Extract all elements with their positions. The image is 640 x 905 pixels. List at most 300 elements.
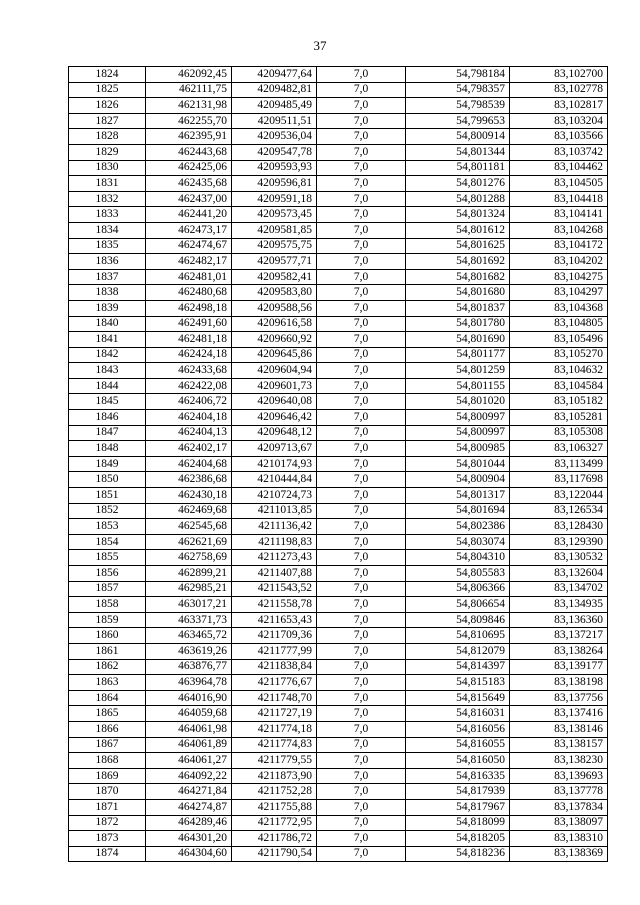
height-cell: 7,0: [317, 441, 406, 457]
table-row: [69, 503, 608, 519]
x-coordinate-cell: 464301,20: [146, 831, 232, 847]
height-cell: 7,0: [317, 207, 406, 223]
latitude-cell: 54,801317: [406, 488, 510, 504]
y-coordinate-cell: 4211748,70: [232, 690, 317, 706]
latitude-cell: 54,798184: [406, 67, 510, 83]
y-coordinate-cell: 4209648,12: [232, 425, 317, 441]
longitude-cell: 83,104805: [510, 316, 608, 332]
point-number-cell: 1835: [69, 238, 146, 254]
point-number-cell: 1849: [69, 456, 146, 472]
latitude-cell: 54,804310: [406, 550, 510, 566]
height-cell: 7,0: [317, 300, 406, 316]
table-row: [69, 488, 608, 504]
point-number-cell: 1836: [69, 254, 146, 270]
height-cell: 7,0: [317, 737, 406, 753]
x-coordinate-cell: 464289,46: [146, 815, 232, 831]
point-number-cell: 1872: [69, 815, 146, 831]
latitude-cell: 54,816050: [406, 753, 510, 769]
table-row: [69, 815, 608, 831]
height-cell: 7,0: [317, 503, 406, 519]
latitude-cell: 54,799653: [406, 113, 510, 129]
point-number-cell: 1861: [69, 643, 146, 659]
latitude-cell: 54,798539: [406, 98, 510, 114]
y-coordinate-cell: 4209588,56: [232, 300, 317, 316]
height-cell: 7,0: [317, 82, 406, 98]
table-row: [69, 597, 608, 613]
latitude-cell: 54,817967: [406, 799, 510, 815]
point-number-cell: 1854: [69, 534, 146, 550]
height-cell: 7,0: [317, 113, 406, 129]
latitude-cell: 54,801682: [406, 269, 510, 285]
y-coordinate-cell: 4211873,90: [232, 768, 317, 784]
table-row: [69, 67, 608, 83]
y-coordinate-cell: 4211752,28: [232, 784, 317, 800]
point-number-cell: 1870: [69, 784, 146, 800]
point-number-cell: 1850: [69, 472, 146, 488]
longitude-cell: 83,104268: [510, 222, 608, 238]
table-row: [69, 285, 608, 301]
y-coordinate-cell: 4209583,80: [232, 285, 317, 301]
height-cell: 7,0: [317, 659, 406, 675]
height-cell: 7,0: [317, 347, 406, 363]
height-cell: 7,0: [317, 160, 406, 176]
x-coordinate-cell: 462402,17: [146, 441, 232, 457]
x-coordinate-cell: 462899,21: [146, 566, 232, 582]
point-number-cell: 1857: [69, 581, 146, 597]
table-row: [69, 410, 608, 426]
point-number-cell: 1824: [69, 67, 146, 83]
point-number-cell: 1863: [69, 675, 146, 691]
latitude-cell: 54,801259: [406, 363, 510, 379]
point-number-cell: 1869: [69, 768, 146, 784]
height-cell: 7,0: [317, 721, 406, 737]
y-coordinate-cell: 4209547,78: [232, 144, 317, 160]
longitude-cell: 83,104584: [510, 378, 608, 394]
x-coordinate-cell: 462758,69: [146, 550, 232, 566]
height-cell: 7,0: [317, 597, 406, 613]
latitude-cell: 54,800985: [406, 441, 510, 457]
longitude-cell: 83,136360: [510, 612, 608, 628]
point-number-cell: 1826: [69, 98, 146, 114]
x-coordinate-cell: 462437,00: [146, 191, 232, 207]
table-row: [69, 82, 608, 98]
x-coordinate-cell: 463876,77: [146, 659, 232, 675]
point-number-cell: 1864: [69, 690, 146, 706]
table-row: [69, 98, 608, 114]
longitude-cell: 83,139693: [510, 768, 608, 784]
y-coordinate-cell: 4211838,84: [232, 659, 317, 675]
y-coordinate-cell: 4209581,85: [232, 222, 317, 238]
point-number-cell: 1831: [69, 176, 146, 192]
table-row: [69, 222, 608, 238]
longitude-cell: 83,102700: [510, 67, 608, 83]
height-cell: 7,0: [317, 581, 406, 597]
height-cell: 7,0: [317, 643, 406, 659]
x-coordinate-cell: 462404,68: [146, 456, 232, 472]
x-coordinate-cell: 462424,18: [146, 347, 232, 363]
table-row: [69, 550, 608, 566]
longitude-cell: 83,138146: [510, 721, 608, 737]
y-coordinate-cell: 4209536,04: [232, 129, 317, 145]
x-coordinate-cell: 462481,01: [146, 269, 232, 285]
latitude-cell: 54,816335: [406, 768, 510, 784]
latitude-cell: 54,800997: [406, 425, 510, 441]
height-cell: 7,0: [317, 799, 406, 815]
latitude-cell: 54,801044: [406, 456, 510, 472]
table-row: [69, 784, 608, 800]
longitude-cell: 83,113499: [510, 456, 608, 472]
y-coordinate-cell: 4211273,43: [232, 550, 317, 566]
height-cell: 7,0: [317, 332, 406, 348]
height-cell: 7,0: [317, 675, 406, 691]
point-number-cell: 1853: [69, 519, 146, 535]
y-coordinate-cell: 4209593,93: [232, 160, 317, 176]
height-cell: 7,0: [317, 628, 406, 644]
x-coordinate-cell: 462111,75: [146, 82, 232, 98]
height-cell: 7,0: [317, 425, 406, 441]
longitude-cell: 83,104462: [510, 160, 608, 176]
latitude-cell: 54,801837: [406, 300, 510, 316]
longitude-cell: 83,134935: [510, 597, 608, 613]
x-coordinate-cell: 464271,84: [146, 784, 232, 800]
point-number-cell: 1844: [69, 378, 146, 394]
longitude-cell: 83,104172: [510, 238, 608, 254]
height-cell: 7,0: [317, 129, 406, 145]
table-row: [69, 238, 608, 254]
longitude-cell: 83,104275: [510, 269, 608, 285]
longitude-cell: 83,117698: [510, 472, 608, 488]
point-number-cell: 1851: [69, 488, 146, 504]
y-coordinate-cell: 4210174,93: [232, 456, 317, 472]
y-coordinate-cell: 4210724,73: [232, 488, 317, 504]
height-cell: 7,0: [317, 191, 406, 207]
latitude-cell: 54,802386: [406, 519, 510, 535]
longitude-cell: 83,132604: [510, 566, 608, 582]
x-coordinate-cell: 464304,60: [146, 846, 232, 862]
table-row: [69, 254, 608, 270]
latitude-cell: 54,803074: [406, 534, 510, 550]
x-coordinate-cell: 462406,72: [146, 394, 232, 410]
latitude-cell: 54,798357: [406, 82, 510, 98]
longitude-cell: 83,104297: [510, 285, 608, 301]
x-coordinate-cell: 462474,67: [146, 238, 232, 254]
longitude-cell: 83,138097: [510, 815, 608, 831]
height-cell: 7,0: [317, 768, 406, 784]
table-row: [69, 581, 608, 597]
y-coordinate-cell: 4209511,51: [232, 113, 317, 129]
latitude-cell: 54,801612: [406, 222, 510, 238]
latitude-cell: 54,815183: [406, 675, 510, 691]
table-row: [69, 176, 608, 192]
y-coordinate-cell: 4211653,43: [232, 612, 317, 628]
table-row: [69, 441, 608, 457]
y-coordinate-cell: 4211774,18: [232, 721, 317, 737]
table-row: [69, 129, 608, 145]
y-coordinate-cell: 4211543,52: [232, 581, 317, 597]
point-number-cell: 1871: [69, 799, 146, 815]
table-row: [69, 643, 608, 659]
table-row: [69, 207, 608, 223]
longitude-cell: 83,104368: [510, 300, 608, 316]
x-coordinate-cell: 462404,13: [146, 425, 232, 441]
longitude-cell: 83,105182: [510, 394, 608, 410]
point-number-cell: 1834: [69, 222, 146, 238]
latitude-cell: 54,816056: [406, 721, 510, 737]
longitude-cell: 83,134702: [510, 581, 608, 597]
point-number-cell: 1862: [69, 659, 146, 675]
y-coordinate-cell: 4211198,83: [232, 534, 317, 550]
point-number-cell: 1874: [69, 846, 146, 862]
table-row: [69, 628, 608, 644]
latitude-cell: 54,800904: [406, 472, 510, 488]
height-cell: 7,0: [317, 472, 406, 488]
longitude-cell: 83,105281: [510, 410, 608, 426]
height-cell: 7,0: [317, 706, 406, 722]
x-coordinate-cell: 464061,89: [146, 737, 232, 753]
longitude-cell: 83,138264: [510, 643, 608, 659]
x-coordinate-cell: 462425,06: [146, 160, 232, 176]
point-number-cell: 1842: [69, 347, 146, 363]
table-row: [69, 316, 608, 332]
longitude-cell: 83,122044: [510, 488, 608, 504]
table-row: [69, 300, 608, 316]
table-row: [69, 472, 608, 488]
table-row: [69, 753, 608, 769]
longitude-cell: 83,104505: [510, 176, 608, 192]
y-coordinate-cell: 4209573,45: [232, 207, 317, 223]
y-coordinate-cell: 4209591,18: [232, 191, 317, 207]
longitude-cell: 83,130532: [510, 550, 608, 566]
latitude-cell: 54,801692: [406, 254, 510, 270]
latitude-cell: 54,815649: [406, 690, 510, 706]
x-coordinate-cell: 462131,98: [146, 98, 232, 114]
longitude-cell: 83,103742: [510, 144, 608, 160]
table-row: [69, 519, 608, 535]
latitude-cell: 54,818236: [406, 846, 510, 862]
x-coordinate-cell: 462404,18: [146, 410, 232, 426]
table-row: [69, 378, 608, 394]
x-coordinate-cell: 464061,98: [146, 721, 232, 737]
coordinates-table-body: [69, 67, 608, 862]
latitude-cell: 54,801288: [406, 191, 510, 207]
point-number-cell: 1856: [69, 566, 146, 582]
height-cell: 7,0: [317, 519, 406, 535]
longitude-cell: 83,138230: [510, 753, 608, 769]
x-coordinate-cell: 462482,17: [146, 254, 232, 270]
longitude-cell: 83,102778: [510, 82, 608, 98]
table-row: [69, 160, 608, 176]
point-number-cell: 1867: [69, 737, 146, 753]
y-coordinate-cell: 4209604,94: [232, 363, 317, 379]
table-row: [69, 456, 608, 472]
point-number-cell: 1832: [69, 191, 146, 207]
y-coordinate-cell: 4209482,81: [232, 82, 317, 98]
point-number-cell: 1858: [69, 597, 146, 613]
latitude-cell: 54,801276: [406, 176, 510, 192]
y-coordinate-cell: 4209582,41: [232, 269, 317, 285]
longitude-cell: 83,105308: [510, 425, 608, 441]
x-coordinate-cell: 462985,21: [146, 581, 232, 597]
latitude-cell: 54,817939: [406, 784, 510, 800]
table-row: [69, 706, 608, 722]
table-row: [69, 394, 608, 410]
point-number-cell: 1838: [69, 285, 146, 301]
y-coordinate-cell: 4209577,71: [232, 254, 317, 270]
latitude-cell: 54,801181: [406, 160, 510, 176]
height-cell: 7,0: [317, 316, 406, 332]
longitude-cell: 83,137217: [510, 628, 608, 644]
table-row: [69, 659, 608, 675]
point-number-cell: 1828: [69, 129, 146, 145]
table-row: [69, 737, 608, 753]
point-number-cell: 1859: [69, 612, 146, 628]
longitude-cell: 83,105496: [510, 332, 608, 348]
table-row: [69, 534, 608, 550]
table-row: [69, 363, 608, 379]
latitude-cell: 54,801155: [406, 378, 510, 394]
latitude-cell: 54,814397: [406, 659, 510, 675]
longitude-cell: 83,126534: [510, 503, 608, 519]
point-number-cell: 1848: [69, 441, 146, 457]
height-cell: 7,0: [317, 363, 406, 379]
y-coordinate-cell: 4209660,92: [232, 332, 317, 348]
longitude-cell: 83,103204: [510, 113, 608, 129]
longitude-cell: 83,103566: [510, 129, 608, 145]
x-coordinate-cell: 464016,90: [146, 690, 232, 706]
x-coordinate-cell: 462481,18: [146, 332, 232, 348]
y-coordinate-cell: 4209601,73: [232, 378, 317, 394]
x-coordinate-cell: 462092,45: [146, 67, 232, 83]
x-coordinate-cell: 462469,68: [146, 503, 232, 519]
height-cell: 7,0: [317, 488, 406, 504]
point-number-cell: 1866: [69, 721, 146, 737]
latitude-cell: 54,805583: [406, 566, 510, 582]
table-row: [69, 113, 608, 129]
table-row: [69, 425, 608, 441]
longitude-cell: 83,128430: [510, 519, 608, 535]
latitude-cell: 54,816055: [406, 737, 510, 753]
x-coordinate-cell: 462473,17: [146, 222, 232, 238]
point-number-cell: 1827: [69, 113, 146, 129]
x-coordinate-cell: 464092,22: [146, 768, 232, 784]
point-number-cell: 1860: [69, 628, 146, 644]
point-number-cell: 1837: [69, 269, 146, 285]
longitude-cell: 83,138310: [510, 831, 608, 847]
x-coordinate-cell: 462621,69: [146, 534, 232, 550]
x-coordinate-cell: 462395,91: [146, 129, 232, 145]
point-number-cell: 1855: [69, 550, 146, 566]
longitude-cell: 83,138198: [510, 675, 608, 691]
longitude-cell: 83,102817: [510, 98, 608, 114]
x-coordinate-cell: 462480,68: [146, 285, 232, 301]
x-coordinate-cell: 462422,08: [146, 378, 232, 394]
x-coordinate-cell: 462443,68: [146, 144, 232, 160]
height-cell: 7,0: [317, 410, 406, 426]
y-coordinate-cell: 4211790,54: [232, 846, 317, 862]
height-cell: 7,0: [317, 254, 406, 270]
height-cell: 7,0: [317, 566, 406, 582]
height-cell: 7,0: [317, 690, 406, 706]
longitude-cell: 83,104418: [510, 191, 608, 207]
latitude-cell: 54,806654: [406, 597, 510, 613]
longitude-cell: 83,106327: [510, 441, 608, 457]
y-coordinate-cell: 4209485,49: [232, 98, 317, 114]
x-coordinate-cell: 462435,68: [146, 176, 232, 192]
x-coordinate-cell: 462255,70: [146, 113, 232, 129]
x-coordinate-cell: 462433,68: [146, 363, 232, 379]
longitude-cell: 83,137416: [510, 706, 608, 722]
y-coordinate-cell: 4211786,72: [232, 831, 317, 847]
latitude-cell: 54,801344: [406, 144, 510, 160]
latitude-cell: 54,801625: [406, 238, 510, 254]
y-coordinate-cell: 4211755,88: [232, 799, 317, 815]
table-row: [69, 721, 608, 737]
latitude-cell: 54,801020: [406, 394, 510, 410]
longitude-cell: 83,139177: [510, 659, 608, 675]
point-number-cell: 1829: [69, 144, 146, 160]
height-cell: 7,0: [317, 238, 406, 254]
x-coordinate-cell: 463964,78: [146, 675, 232, 691]
y-coordinate-cell: 4209713,67: [232, 441, 317, 457]
y-coordinate-cell: 4211772,95: [232, 815, 317, 831]
latitude-cell: 54,801324: [406, 207, 510, 223]
latitude-cell: 54,801694: [406, 503, 510, 519]
coordinates-table: [68, 66, 608, 862]
latitude-cell: 54,812079: [406, 643, 510, 659]
point-number-cell: 1843: [69, 363, 146, 379]
height-cell: 7,0: [317, 612, 406, 628]
x-coordinate-cell: 462430,18: [146, 488, 232, 504]
point-number-cell: 1846: [69, 410, 146, 426]
x-coordinate-cell: 464061,27: [146, 753, 232, 769]
y-coordinate-cell: 4211407,88: [232, 566, 317, 582]
latitude-cell: 54,818099: [406, 815, 510, 831]
x-coordinate-cell: 463017,21: [146, 597, 232, 613]
x-coordinate-cell: 462441,20: [146, 207, 232, 223]
table-row: [69, 831, 608, 847]
table-row: [69, 269, 608, 285]
y-coordinate-cell: 4211709,36: [232, 628, 317, 644]
height-cell: 7,0: [317, 846, 406, 862]
longitude-cell: 83,137834: [510, 799, 608, 815]
y-coordinate-cell: 4209575,75: [232, 238, 317, 254]
point-number-cell: 1839: [69, 300, 146, 316]
table-row: [69, 690, 608, 706]
point-number-cell: 1825: [69, 82, 146, 98]
table-row: [69, 768, 608, 784]
longitude-cell: 83,104632: [510, 363, 608, 379]
longitude-cell: 83,129390: [510, 534, 608, 550]
longitude-cell: 83,104141: [510, 207, 608, 223]
table-row: [69, 799, 608, 815]
height-cell: 7,0: [317, 222, 406, 238]
latitude-cell: 54,810695: [406, 628, 510, 644]
y-coordinate-cell: 4211776,67: [232, 675, 317, 691]
latitude-cell: 54,800914: [406, 129, 510, 145]
x-coordinate-cell: 462491,60: [146, 316, 232, 332]
longitude-cell: 83,105270: [510, 347, 608, 363]
height-cell: 7,0: [317, 815, 406, 831]
latitude-cell: 54,801780: [406, 316, 510, 332]
longitude-cell: 83,138157: [510, 737, 608, 753]
x-coordinate-cell: 463619,26: [146, 643, 232, 659]
height-cell: 7,0: [317, 144, 406, 160]
y-coordinate-cell: 4211013,85: [232, 503, 317, 519]
latitude-cell: 54,818205: [406, 831, 510, 847]
y-coordinate-cell: 4211777,99: [232, 643, 317, 659]
y-coordinate-cell: 4209640,08: [232, 394, 317, 410]
latitude-cell: 54,801690: [406, 332, 510, 348]
